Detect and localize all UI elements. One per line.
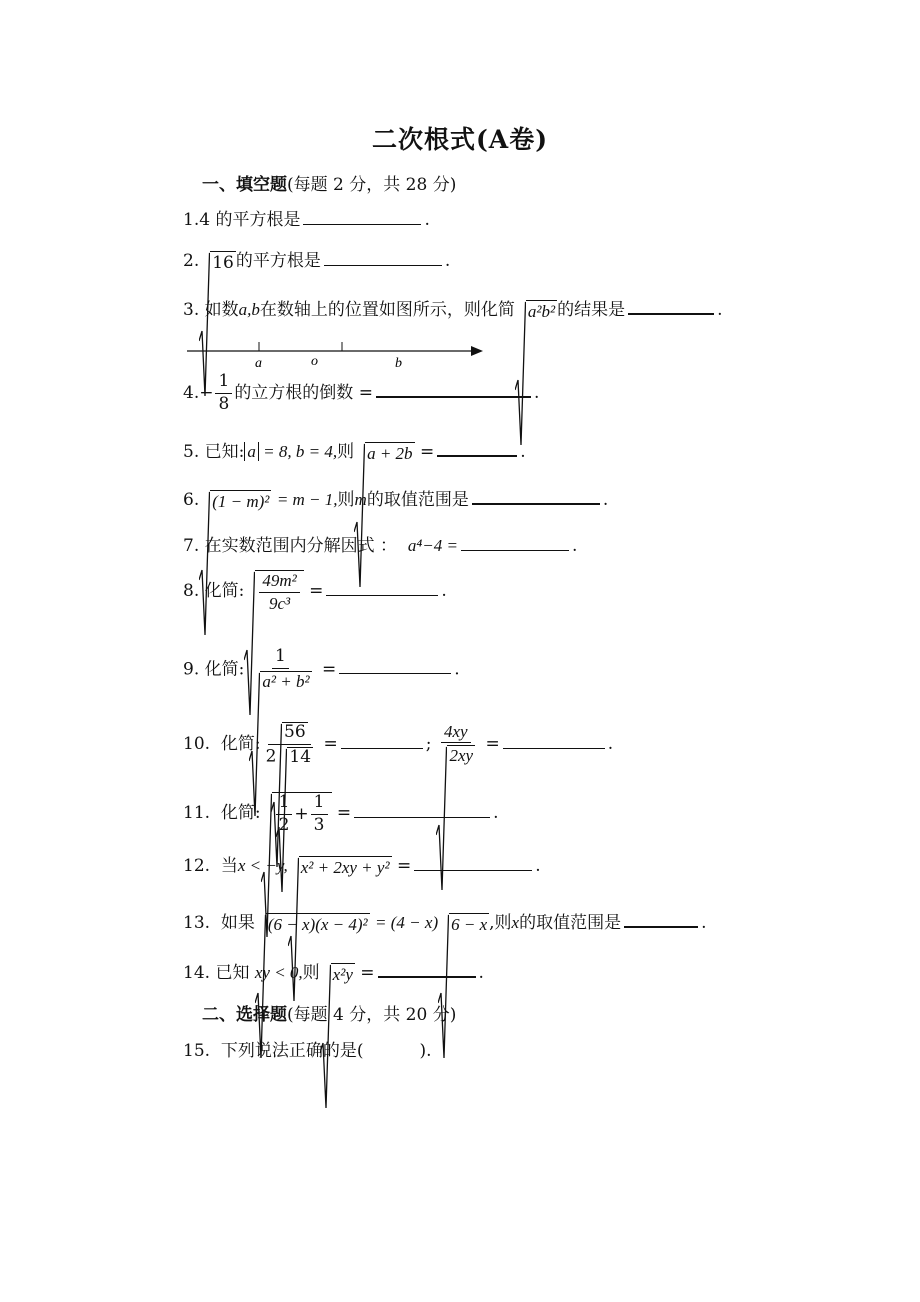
- question-11: 11. 化简: $\frac{1}{2}$ + $\frac{1}{3}$ = .: [183, 792, 499, 835]
- question-number: 12.: [183, 856, 211, 876]
- question-4: 4.− $\frac{1}{8}$ 的立方根的倒数 = .: [183, 371, 540, 414]
- question-text: 4 的平方根是: [199, 210, 301, 230]
- answer-blank[interactable]: [341, 748, 423, 749]
- fraction: $\frac{1}{8}$: [215, 373, 232, 414]
- question-text: 下列说法正确的是(: [220, 1041, 364, 1061]
- section-label: 一、填空题: [202, 175, 287, 195]
- radical: (1 − m)²: [199, 490, 271, 512]
- arrow-icon: [471, 346, 483, 356]
- radical-sign-icon: [199, 490, 210, 640]
- question-number: 14.: [183, 963, 211, 983]
- section-fill-in-blank: [202, 170, 456, 195]
- label-b: b: [395, 356, 402, 370]
- question-number: 5.: [183, 442, 200, 462]
- section-multiple-choice: [202, 1000, 456, 1025]
- number-line: [185, 336, 485, 370]
- answer-blank[interactable]: [303, 224, 421, 225]
- question-text: 的平方根是: [235, 251, 321, 271]
- question-1: [183, 205, 430, 230]
- question-text: 的立方根的倒数 =: [234, 382, 373, 403]
- answer-blank[interactable]: [378, 976, 476, 978]
- answer-blank[interactable]: [472, 503, 600, 505]
- radical: $\frac{1}{2}$ + $\frac{1}{3}$: [261, 792, 332, 835]
- question-15: 15. 下列说法正确的是( ).: [183, 1041, 432, 1061]
- answer-blank[interactable]: [354, 817, 490, 818]
- page-title: 二次根式(A卷): [371, 125, 549, 154]
- answer-blank[interactable]: [461, 550, 569, 551]
- section-note: (每题 2 分，共 28 分): [287, 175, 457, 195]
- radical: x²y: [320, 963, 355, 985]
- question-number: 11.: [183, 802, 211, 823]
- radical: 6 − x: [438, 913, 489, 935]
- section-note: (每题 4 分，共 20 分): [287, 1005, 457, 1025]
- question-text: 的取值范围是: [519, 913, 622, 933]
- answer-blank[interactable]: [414, 870, 532, 871]
- question-text: 的取值范围是: [366, 490, 469, 510]
- fraction: 56 2 14: [263, 722, 316, 767]
- radical-sign-icon: [354, 442, 365, 592]
- question-text: 在数轴上的位置如图所示，则化简: [259, 300, 515, 320]
- question-number: 6.: [183, 490, 200, 510]
- question-text: 在实数范围内分解因式 ：: [204, 536, 398, 556]
- question-number: 7.: [183, 536, 200, 556]
- period: .: [424, 210, 430, 230]
- radical: a² + b²: [249, 671, 311, 692]
- question-8: 8. 化简: $\frac{\text{49m²}}{\text{9c³}}$ = .: [183, 570, 447, 613]
- answer-blank[interactable]: [628, 313, 714, 315]
- radical: 56: [271, 722, 308, 742]
- fraction: $\frac{1}{2}$: [276, 794, 293, 835]
- fraction: $\frac{1}{3}$: [311, 794, 328, 835]
- question-12: 12. 当x < −y, x² + 2xy + y² = .: [183, 851, 541, 878]
- radical: a + 2b: [354, 442, 414, 464]
- question-number: 4.: [183, 382, 200, 403]
- answer-blank[interactable]: [503, 748, 605, 749]
- section-label: 二、选择题: [202, 1005, 287, 1025]
- question-6: 6. (1 − m)² = m − 1,则m的取值范围是 .: [183, 485, 608, 512]
- question-number: 1.: [183, 210, 200, 230]
- question-13: 13. 如果 (6 − x)(x − 4)² = (4 − x) 6 − x ,则x的取值范围是 .: [183, 908, 707, 935]
- radical: [244, 570, 303, 613]
- answer-blank[interactable]: [326, 595, 438, 596]
- question-14: 14. 已知 xy < 0,则 x²y = .: [183, 958, 484, 985]
- question-3: 3. 如数a,b在数轴上的位置如图所示，则化简 a²b² 的结果是 .: [183, 295, 723, 322]
- question-number: 2.: [183, 251, 200, 271]
- radical: 2xy: [436, 745, 475, 766]
- label-a: a: [255, 356, 262, 370]
- answer-blank[interactable]: [624, 926, 698, 928]
- question-number: 15.: [183, 1041, 211, 1061]
- fraction: $\frac{4xy}{2xy}$: [433, 723, 478, 767]
- question-number: 3.: [183, 300, 200, 320]
- label-o: o: [311, 354, 318, 369]
- fraction: $\frac{\text{49m²}}{\text{9c³}}$: [259, 572, 299, 613]
- absolute-value: a: [244, 442, 259, 461]
- radical: x² + 2xy + y²: [288, 856, 392, 878]
- radical: a²b²: [515, 300, 557, 322]
- question-5: 5. 已知: a = 8, b = 4,则 a + 2b = .: [183, 437, 526, 464]
- question-9: 9. 化简: $\frac{1}{\text{a² + b²}}$ = .: [183, 648, 460, 692]
- radical-sign-icon: [438, 913, 449, 1063]
- answer-blank[interactable]: [437, 455, 517, 457]
- radical: 14: [276, 747, 313, 767]
- answer-blank[interactable]: [339, 673, 451, 674]
- question-7: 7. 在实数范围内分解因式 ： a⁴−4 = .: [183, 536, 578, 556]
- answer-blank[interactable]: [376, 396, 531, 398]
- fraction: $\frac{1}{\text{a² + b²}}$: [246, 648, 314, 692]
- answer-blank[interactable]: [324, 265, 442, 266]
- question-10: 10. 化简: 56 2 14 = ; $\frac{4xy}{2xy}$ = .: [183, 722, 613, 767]
- question-number: 10.: [183, 733, 211, 754]
- question-2: 2. 16 的平方根是 .: [183, 246, 450, 273]
- question-number: 9.: [183, 659, 200, 680]
- radical: (6 − x)(x − 4)²: [255, 913, 370, 935]
- question-number: 8.: [183, 580, 200, 601]
- question-number: 13.: [183, 913, 211, 933]
- radical: 16: [199, 251, 236, 273]
